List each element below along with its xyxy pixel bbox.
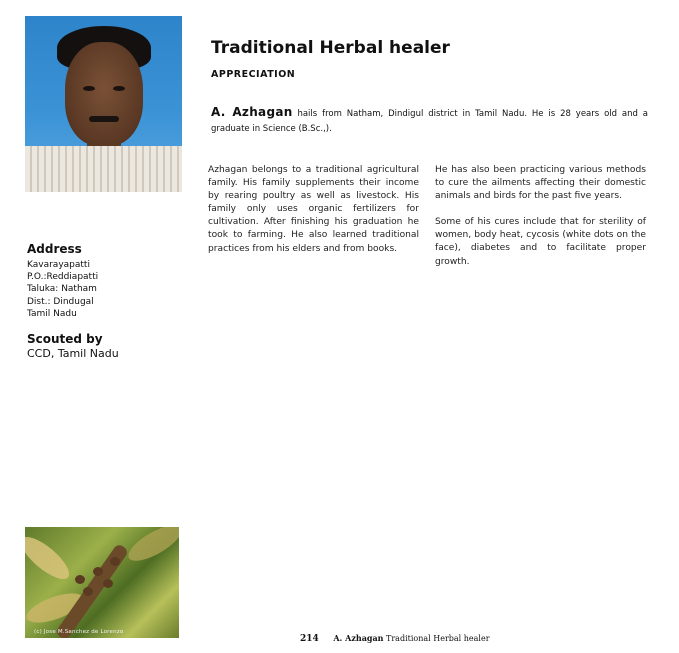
photo-credit: (c) Jose M.Sanchez de Lorenzo: [34, 629, 124, 635]
body-column-right: [435, 164, 646, 282]
page-number: 214: [300, 634, 319, 644]
address-block: [27, 259, 98, 320]
address-line: Dist.: Dindugal: [27, 296, 94, 307]
scouted-heading: Scouted by: [27, 332, 103, 346]
page-footer: [300, 633, 490, 644]
scouted-by-value: CCD, Tamil Nadu: [27, 347, 119, 360]
body-column-left: [208, 164, 419, 269]
portrait-photo: [25, 16, 182, 192]
intro-paragraph: [211, 105, 648, 137]
paragraph: He has also been practicing various methods to cure the ailments affecting their domestic animals and birds for the past five years.: [435, 165, 646, 202]
address-line: Taluka: Natham: [27, 284, 97, 295]
intro-text: hails from Natham, Dindigul district in Tamil Nadu. He is 28 years old and a graduate in Science (B.Sc.,).: [211, 109, 649, 134]
footer-title: Traditional Herbal healer: [386, 634, 490, 643]
person-name: A. Azhagan: [211, 105, 293, 119]
paragraph: Some of his cures include that for sterility of women, body heat, cycosis (white dots on the face), diabetes and to facilitate proper growth.: [435, 217, 646, 267]
page-title: Traditional Herbal healer: [211, 38, 450, 58]
plant-photo: [25, 527, 179, 638]
address-line: Tamil Nadu: [27, 308, 77, 319]
address-heading: Address: [27, 242, 82, 256]
paragraph: Azhagan belongs to a traditional agricultural family. His family supplements their income by rearing poultry as well as livestock. His family only uses organic fertilizers for cultivation. After finishing his graduation he took to farming. He also learned traditional practices from his elders and from books.: [208, 165, 419, 254]
section-label: APPRECIATION: [211, 69, 296, 80]
address-line: Kavarayapatti: [27, 260, 90, 270]
footer-name: A. Azhagan: [333, 633, 384, 643]
address-line: P.O.:Reddiapatti: [27, 272, 99, 283]
